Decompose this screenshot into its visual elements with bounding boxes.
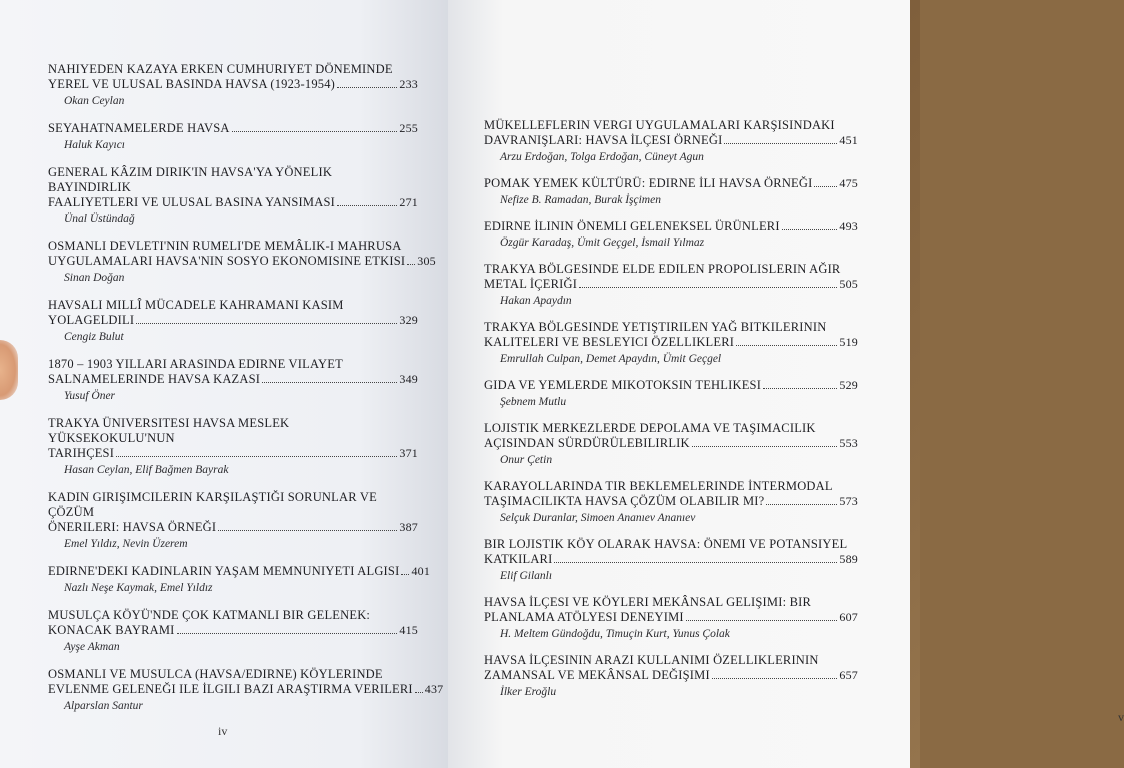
toc-title-line bbox=[484, 494, 858, 509]
toc-entry bbox=[48, 667, 444, 713]
toc-title-line bbox=[484, 133, 858, 148]
toc-entry bbox=[48, 239, 436, 285]
toc-entry-title bbox=[484, 595, 858, 625]
toc-entry bbox=[48, 121, 418, 152]
toc-title-text: POMAK YEMEK KÜLTÜRÜ: EDIRNE İLI HAVSA ÖRNEĞI bbox=[484, 176, 813, 190]
toc-title-line bbox=[48, 446, 418, 461]
toc-title-text: KONACAK BAYRAMI bbox=[48, 623, 175, 637]
toc-entry bbox=[48, 416, 418, 477]
toc-title-line bbox=[484, 479, 858, 494]
toc-title-text: OSMANLI DEVLETI'NIN RUMELI'DE MEMÂLIK-I MAHRUSA bbox=[48, 239, 402, 253]
toc-entry-title bbox=[48, 298, 418, 328]
toc-entry-title bbox=[48, 121, 418, 136]
toc-title-text: TAŞIMACILIKTA HAVSA ÇÖZÜM OLABILIR MI? bbox=[484, 494, 765, 508]
toc-page-number: 415 bbox=[399, 623, 418, 637]
toc-entry bbox=[484, 378, 858, 409]
toc-title-line bbox=[484, 277, 858, 292]
toc-entry-title bbox=[484, 653, 858, 683]
toc-entry-title bbox=[48, 165, 418, 210]
toc-title-line bbox=[484, 610, 858, 625]
toc-title-line bbox=[48, 239, 418, 254]
toc-title-line bbox=[48, 77, 418, 92]
toc-title-line bbox=[48, 165, 418, 195]
toc-entry-authors: Nazlı Neşe Kaymak, Emel Yıldız bbox=[64, 582, 213, 594]
toc-page-number: 573 bbox=[839, 494, 858, 508]
toc-title-line bbox=[484, 262, 858, 277]
toc-entry bbox=[484, 262, 858, 308]
toc-title-text: 1870 – 1903 YILLARI ARASINDA EDIRNE VILAYET bbox=[48, 357, 343, 371]
dot-leader bbox=[407, 264, 415, 265]
toc-entry-title bbox=[484, 378, 858, 393]
toc-title-text: HAVSA İLÇESI VE KÖYLERI MEKÂNSAL GELIŞIMI: BIR bbox=[484, 595, 812, 609]
toc-title-line bbox=[484, 668, 858, 683]
toc-entry-authors: Yusuf Öner bbox=[64, 390, 116, 402]
toc-title-text: KARAYOLLARINDA TIR BEKLEMELERINDE İNTERMODAL bbox=[484, 479, 833, 493]
toc-page-number: 329 bbox=[399, 313, 418, 327]
toc-entry-title bbox=[48, 62, 418, 92]
toc-title-line bbox=[48, 608, 418, 623]
dot-leader bbox=[692, 446, 838, 447]
toc-title-line bbox=[484, 378, 858, 393]
toc-entry-title bbox=[48, 667, 444, 697]
toc-entry-title bbox=[484, 219, 858, 234]
toc-title-line bbox=[484, 595, 858, 610]
toc-title-text: ÖNERILERI: HAVSA ÖRNEĞI bbox=[48, 520, 217, 534]
dot-leader bbox=[579, 287, 837, 288]
toc-title-line bbox=[48, 490, 418, 520]
toc-title-text: KADIN GIRIŞIMCILERIN KARŞILAŞTIĞI SORUNLAR VE ÇÖZÜM bbox=[48, 490, 377, 519]
toc-entry bbox=[484, 479, 858, 525]
toc-title-line bbox=[48, 682, 444, 697]
dot-leader bbox=[415, 692, 423, 693]
toc-entry-title bbox=[484, 479, 858, 509]
toc-page-number: 519 bbox=[839, 335, 858, 349]
toc-entry bbox=[484, 219, 858, 250]
toc-page-number: 255 bbox=[399, 121, 418, 135]
toc-title-line bbox=[484, 653, 858, 668]
toc-title-text: NAHIYEDEN KAZAYA ERKEN CUMHURIYET DÖNEMINDE bbox=[48, 62, 393, 76]
toc-title-line bbox=[48, 313, 418, 328]
toc-title-line bbox=[484, 219, 858, 234]
toc-title-text: EDIRNE'DEKI KADINLARIN YAŞAM MEMNUNIYETI ALGISI bbox=[48, 564, 400, 578]
toc-title-text: EVLENME GELENEĞI ILE İLGILI BAZI ARAŞTIRMA VERILERI bbox=[48, 682, 413, 696]
toc-page-number: 505 bbox=[839, 277, 858, 291]
toc-title-text: SEYAHATNAMELERDE HAVSA bbox=[48, 121, 230, 135]
toc-page-number: 271 bbox=[399, 195, 418, 209]
toc-title-line bbox=[484, 421, 858, 436]
dot-leader bbox=[554, 562, 837, 563]
toc-title-text: HAVSA İLÇESININ ARAZI KULLANIMI ÖZELLIKLERININ bbox=[484, 653, 819, 667]
toc-entry-title bbox=[484, 262, 858, 292]
left-page-number: iv bbox=[218, 724, 228, 738]
toc-title-text: LOJISTIK MERKEZLERDE DEPOLAMA VE TAŞIMACILIK bbox=[484, 421, 816, 435]
toc-entry-authors: Sinan Doğan bbox=[64, 272, 125, 284]
toc-entry-authors: Haluk Kayıcı bbox=[64, 139, 125, 151]
toc-title-line bbox=[48, 564, 431, 579]
toc-page-number: 233 bbox=[399, 77, 418, 91]
toc-title-text: KATKILARI bbox=[484, 552, 553, 566]
toc-title-line bbox=[484, 436, 858, 451]
toc-title-text: YOLAGELDILI bbox=[48, 313, 135, 327]
toc-title-text: SALNAMELERINDE HAVSA KAZASI bbox=[48, 372, 261, 386]
toc-title-line bbox=[48, 357, 418, 372]
dot-leader bbox=[736, 345, 837, 346]
toc-title-text: GIDA VE YEMLERDE MIKOTOKSIN TEHLIKESI bbox=[484, 378, 762, 392]
toc-entry-title bbox=[48, 564, 431, 579]
toc-entry bbox=[48, 62, 418, 108]
left-toc-list bbox=[48, 62, 444, 713]
toc-entry-authors: Onur Çetin bbox=[500, 454, 553, 466]
dot-leader bbox=[262, 382, 397, 383]
toc-title-line bbox=[484, 537, 858, 552]
dot-leader bbox=[814, 186, 837, 187]
toc-entry-authors: Ayşe Akman bbox=[64, 641, 120, 653]
toc-entry-authors: Elif Gilanlı bbox=[500, 570, 553, 582]
dot-leader bbox=[782, 229, 838, 230]
toc-entry-authors: Cengiz Bulut bbox=[64, 331, 124, 343]
dot-leader bbox=[218, 530, 397, 531]
toc-entry-authors: Arzu Erdoğan, Tolga Erdoğan, Cüneyt Agun bbox=[500, 151, 704, 163]
toc-entry bbox=[484, 176, 858, 207]
toc-title-line bbox=[48, 195, 418, 210]
toc-entry bbox=[48, 357, 418, 403]
dot-leader bbox=[116, 456, 397, 457]
toc-title-text: EDIRNE İLININ ÖNEMLI GELENEKSEL ÜRÜNLERI bbox=[484, 219, 780, 233]
toc-entry-title bbox=[48, 490, 418, 535]
toc-page-number: 553 bbox=[839, 436, 858, 450]
dot-leader bbox=[337, 87, 397, 88]
toc-entry-title bbox=[484, 421, 858, 451]
dot-leader bbox=[177, 633, 398, 634]
toc-title-line bbox=[48, 623, 418, 638]
toc-title-text: PLANLAMA ATÖLYESI DENEYIMI bbox=[484, 610, 684, 624]
dot-leader bbox=[136, 323, 397, 324]
left-page bbox=[0, 0, 448, 768]
toc-title-text: TRAKYA BÖLGESINDE YETIŞTIRILEN YAĞ BITKILERININ bbox=[484, 320, 827, 334]
toc-title-line bbox=[484, 176, 858, 191]
toc-title-line bbox=[484, 320, 858, 335]
toc-entry bbox=[48, 490, 418, 551]
toc-title-text: TRAKYA ÜNIVERSITESI HAVSA MESLEK YÜKSEKOKULU'NUN bbox=[48, 416, 290, 445]
toc-title-text: HAVSALI MILLÎ MÜCADELE KAHRAMANI KASIM bbox=[48, 298, 344, 312]
toc-title-text: MUSULÇA KÖYÜ'NDE ÇOK KATMANLI BIR GELENEK: bbox=[48, 608, 371, 622]
toc-title-line bbox=[48, 667, 418, 682]
toc-page-number: 387 bbox=[399, 520, 418, 534]
toc-title-line bbox=[48, 121, 418, 136]
toc-title-line bbox=[484, 118, 858, 133]
toc-entry bbox=[48, 165, 418, 226]
toc-title-text: DAVRANIŞLARI: HAVSA İLÇESI ÖRNEĞI bbox=[484, 133, 723, 147]
toc-entry-authors: Emel Yıldız, Nevin Üzerem bbox=[64, 538, 188, 550]
toc-entry-title bbox=[48, 416, 418, 461]
toc-entry-title bbox=[484, 320, 858, 350]
toc-entry-title bbox=[484, 176, 858, 191]
toc-title-line bbox=[48, 372, 418, 387]
toc-entry-authors: Özgür Karadaş, Ümit Geçgel, İsmail Yılmaz bbox=[500, 237, 705, 249]
toc-entry-title bbox=[48, 357, 418, 387]
toc-entry-authors: Şebnem Mutlu bbox=[500, 396, 567, 408]
toc-entry-authors: Emrullah Culpan, Demet Apaydın, Ümit Geçgel bbox=[500, 353, 722, 365]
dot-leader bbox=[232, 131, 398, 132]
toc-page-number: 349 bbox=[399, 372, 418, 386]
toc-entry bbox=[48, 564, 431, 595]
toc-entry bbox=[484, 421, 858, 467]
dot-leader bbox=[337, 205, 397, 206]
toc-entry bbox=[48, 608, 418, 654]
toc-page-number: 589 bbox=[839, 552, 858, 566]
dot-leader bbox=[766, 504, 837, 505]
toc-title-line bbox=[484, 335, 858, 350]
toc-entry-authors: İlker Eroğlu bbox=[500, 686, 557, 698]
toc-page-number: 475 bbox=[839, 176, 858, 190]
right-page bbox=[448, 0, 1124, 768]
toc-entry bbox=[484, 118, 858, 164]
thumb-holding-book bbox=[0, 340, 18, 400]
toc-entry bbox=[484, 537, 858, 583]
toc-entry-title bbox=[48, 608, 418, 638]
toc-title-line bbox=[48, 520, 418, 535]
toc-title-line bbox=[484, 552, 858, 567]
toc-title-text: TARIHÇESI bbox=[48, 446, 115, 460]
toc-page-number: 529 bbox=[839, 378, 858, 392]
toc-title-text: UYGULAMALARI HAVSA'NIN SOSYO EKONOMISINE ETKISI bbox=[48, 254, 406, 268]
toc-title-text: GENERAL KÂZIM DIRIK'IN HAVSA'YA YÖNELIK BAYINDIRLIK bbox=[48, 165, 333, 194]
toc-title-text: BIR LOJISTIK KÖY OLARAK HAVSA: ÖNEMI VE POTANSIYEL bbox=[484, 537, 848, 551]
toc-title-text: KALITELERI VE BESLEYICI ÖZELLIKLERI bbox=[484, 335, 735, 349]
toc-page-number: 657 bbox=[839, 668, 858, 682]
toc-title-text: MÜKELLEFLERIN VERGI UYGULAMALARI KARŞISINDAKI bbox=[484, 118, 835, 132]
dot-leader bbox=[401, 574, 409, 575]
toc-title-text: FAALIYETLERI VE ULUSAL BASINA YANSIMASI bbox=[48, 195, 335, 209]
toc-entry-authors: Hasan Ceylan, Elif Bağmen Bayrak bbox=[64, 464, 229, 476]
right-toc-list bbox=[484, 118, 858, 699]
toc-page-number: 451 bbox=[839, 133, 858, 147]
toc-entry-authors: Selçuk Duranlar, Simoen Ananıev Ananıev bbox=[500, 512, 696, 524]
dot-leader bbox=[724, 143, 837, 144]
toc-entry-authors: Ünal Üstündağ bbox=[64, 213, 135, 225]
toc-title-line bbox=[48, 254, 436, 269]
toc-entry bbox=[48, 298, 418, 344]
right-page-number: v bbox=[1118, 710, 1124, 724]
toc-entry-authors: Okan Ceylan bbox=[64, 95, 125, 107]
toc-entry bbox=[484, 595, 858, 641]
toc-entry-title bbox=[484, 118, 858, 148]
toc-entry-authors: Alparslan Santur bbox=[64, 700, 143, 712]
dot-leader bbox=[686, 620, 838, 621]
toc-title-line bbox=[48, 298, 418, 313]
toc-title-text: TRAKYA BÖLGESINDE ELDE EDILEN PROPOLISLERIN AĞIR bbox=[484, 262, 841, 276]
toc-entry-title bbox=[48, 239, 436, 269]
toc-entry-authors: H. Meltem Gündoğdu, Timuçin Kurt, Yunus Çolak bbox=[500, 628, 730, 640]
dot-leader bbox=[712, 678, 838, 679]
toc-entry-title bbox=[484, 537, 858, 567]
toc-title-text: METAL İÇERIĞI bbox=[484, 277, 578, 291]
toc-page-number: 305 bbox=[417, 254, 436, 268]
toc-title-text: AÇISINDAN SÜRDÜRÜLEBILIRLIK bbox=[484, 436, 690, 450]
toc-title-line bbox=[48, 62, 418, 77]
toc-title-line bbox=[48, 416, 418, 446]
toc-page-number: 371 bbox=[399, 446, 418, 460]
toc-title-text: YEREL VE ULUSAL BASINDA HAVSA (1923-1954) bbox=[48, 77, 336, 91]
toc-title-text: ZAMANSAL VE MEKÂNSAL DEĞIŞIMI bbox=[484, 668, 710, 682]
toc-entry bbox=[484, 653, 858, 699]
toc-page-number: 401 bbox=[411, 564, 431, 578]
toc-title-text: OSMANLI VE MUSULCA (HAVSA/EDIRNE) KÖYLERINDE bbox=[48, 667, 383, 681]
toc-page-number: 607 bbox=[839, 610, 858, 624]
toc-entry bbox=[484, 320, 858, 366]
toc-entry-authors: Nefize B. Ramadan, Burak İşçimen bbox=[500, 194, 661, 206]
toc-page-number: 493 bbox=[839, 219, 858, 233]
toc-page-number: 437 bbox=[424, 682, 444, 696]
toc-entry-authors: Hakan Apaydın bbox=[500, 295, 572, 307]
dot-leader bbox=[763, 388, 837, 389]
